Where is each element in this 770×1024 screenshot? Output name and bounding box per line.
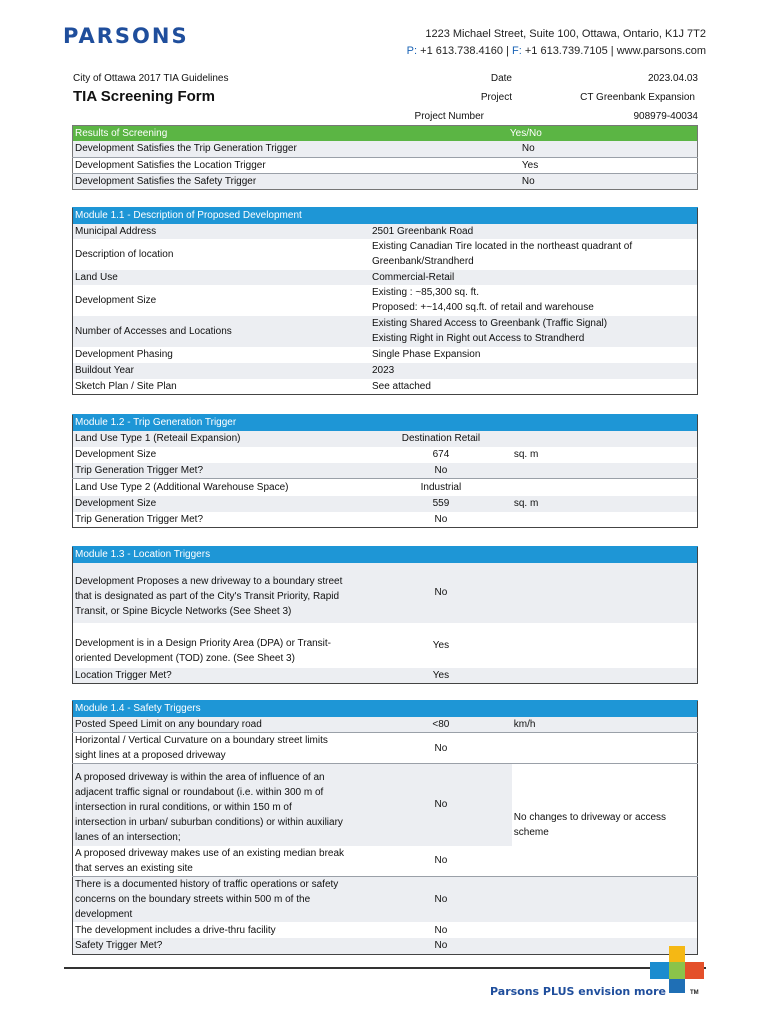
field-label: Number of Accesses and Locations (73, 316, 370, 347)
module-1-2-heading: Module 1.2 - Trip Generation Trigger (73, 415, 698, 431)
fax-number: +1 613.739.7105 (524, 45, 608, 57)
field-label-line: Horizontal / Vertical Curvature on a boundary street limits (75, 735, 328, 746)
results-row-label: Development Satisfies the Location Trigger (73, 157, 370, 173)
project-number-value: 908979-40034 (633, 111, 698, 122)
field-unit (512, 479, 698, 496)
results-row-label: Development Satisfies the Safety Trigger (73, 173, 370, 189)
field-value: No (370, 512, 512, 528)
field-label (73, 876, 371, 922)
results-row-label: Development Satisfies the Trip Generation Trigger (73, 141, 370, 157)
field-label-line: There is a documented history of traffic operations or safety (75, 878, 339, 890)
module-1-1-heading: Module 1.1 - Description of Proposed Development (73, 208, 698, 224)
field-label: Development Size (73, 285, 370, 316)
website-link[interactable]: www.parsons.com (616, 45, 706, 57)
field-label (73, 846, 371, 877)
field-value: Single Phase Expansion (370, 347, 698, 363)
parsons-logo: PARSONS (63, 24, 189, 48)
field-label: Development Size (73, 447, 371, 463)
field-value: No (370, 922, 512, 938)
field-note: km/h (512, 717, 698, 733)
field-label: Buildout Year (73, 363, 370, 379)
field-label (73, 764, 371, 846)
field-label: Trip Generation Trigger Met? (73, 463, 371, 479)
field-label (73, 733, 371, 764)
project-number-label: Project Number (414, 111, 484, 122)
footer-tagline: Parsons PLUS envision more (490, 985, 666, 998)
field-value: 559 (370, 496, 512, 512)
module-1-4-table (72, 700, 698, 955)
mark-square-red (685, 962, 704, 979)
fax-label: F: (512, 45, 522, 57)
field-value: No (370, 876, 512, 922)
field-label: The development includes a drive-thru facility (73, 922, 371, 938)
field-label: Trip Generation Trigger Met? (73, 512, 371, 528)
field-label-line: Development is in a Design Priority Area (DPA) or Transit- (75, 638, 332, 649)
field-label-line: A proposed driveway makes use of an existing median break (75, 847, 345, 859)
trademark-label: TM (690, 990, 699, 996)
field-value: No (370, 764, 512, 846)
field-value: No (370, 463, 512, 479)
date-value: 2023.04.03 (647, 73, 698, 84)
project-value: CT Greenbank Expansion (580, 92, 695, 103)
field-value (370, 239, 698, 270)
company-contact: P: +1 613.738.4160 | F: +1 613.739.7105 | www.parsons.com (406, 45, 706, 57)
field-value: See attached (370, 379, 698, 395)
field-label: Location Trigger Met? (73, 668, 371, 684)
module-1-4-heading: Module 1.4 - Safety Triggers (73, 701, 698, 717)
field-label: Description of location (73, 239, 370, 270)
phone-number: +1 613.738.4160 (420, 45, 504, 57)
field-value: Yes (370, 668, 512, 684)
field-value (370, 285, 698, 316)
footer-divider (64, 967, 706, 969)
field-value: No (370, 938, 512, 954)
field-label-line: intersection in urban/ suburban conditions) or within auxiliary (75, 817, 343, 829)
field-label-line: concerns on the boundary streets within 500 m of the (75, 893, 311, 905)
results-heading: Results of Screening (73, 126, 370, 142)
field-label: Development Size (73, 496, 371, 512)
field-value: 2501 Greenbank Road (370, 224, 698, 239)
field-value-line: Existing Shared Access to Greenbank (Traffic Signal) (371, 318, 608, 329)
field-value: Commercial-Retail (370, 270, 698, 285)
module-1-1-table (72, 207, 698, 395)
field-value-line: Greenbank/Strandherd (371, 256, 474, 267)
field-label-line: lanes of an intersection; (75, 832, 181, 844)
field-label-line: oriented Development (TOD) zone. (See Sheet 3) (75, 653, 295, 664)
module-1-3-table (72, 546, 698, 684)
results-table (72, 125, 698, 190)
field-note-line: No changes to driveway or access (513, 811, 667, 823)
phone-label: P: (406, 45, 418, 57)
field-label: Land Use Type 2 (Additional Warehouse Space) (73, 479, 371, 496)
mark-square-green (669, 962, 685, 979)
field-value: Destination Retail (370, 431, 512, 447)
field-label-line: that serves an existing site (75, 862, 193, 874)
field-value (370, 316, 698, 347)
field-value: <80 (370, 717, 512, 733)
results-row-value: No (370, 173, 698, 189)
field-label-line: sight lines at a proposed driveway (75, 750, 226, 761)
results-row-value: No (370, 141, 698, 157)
field-value: Industrial (370, 479, 512, 496)
field-label: Land Use (73, 270, 370, 285)
field-value-line: Existing Right in Right out Access to Strandherd (371, 333, 585, 344)
mark-square-blue (650, 962, 669, 979)
field-value-line: Existing Canadian Tire located in the northeast quadrant of (371, 241, 633, 252)
guideline-label: City of Ottawa 2017 TIA Guidelines (73, 73, 229, 84)
field-label-line: development (75, 908, 133, 920)
module-1-2-table (72, 414, 698, 528)
field-value: 674 (370, 447, 512, 463)
field-value-line: Proposed: +~14,400 sq.ft. of retail and warehouse (371, 302, 594, 313)
project-label: Project (480, 92, 512, 103)
field-value: 2023 (370, 363, 698, 379)
field-unit (512, 512, 698, 528)
mark-square-darkblue (669, 979, 685, 993)
field-value-line: Existing : ~85,300 sq. ft. (371, 287, 479, 298)
field-label: Municipal Address (73, 224, 370, 239)
field-unit: sq. m (512, 496, 698, 512)
field-label-line: that is designated as part of the City's Transit Priority, Rapid (75, 591, 340, 602)
results-row-value: Yes (370, 157, 698, 173)
results-col-header: Yes/No (370, 126, 698, 142)
field-note (512, 764, 698, 846)
field-label: Posted Speed Limit on any boundary road (73, 717, 371, 733)
field-note-line: scheme (513, 826, 549, 838)
field-label: Safety Trigger Met? (73, 938, 371, 954)
company-address: 1223 Michael Street, Suite 100, Ottawa, Ontario, K1J 7T2 (425, 28, 706, 40)
field-label: Development Phasing (73, 347, 370, 363)
field-label: Land Use Type 1 (Reteail Expansion) (73, 431, 371, 447)
date-label: Date (490, 73, 512, 84)
field-label (73, 563, 371, 623)
field-unit (512, 463, 698, 479)
field-label: Sketch Plan / Site Plan (73, 379, 370, 395)
field-label (73, 623, 371, 668)
field-label-line: intersection in rural conditions, or within 150 m of (75, 802, 292, 814)
field-value: Yes (370, 623, 512, 668)
field-label-line: Development Proposes a new driveway to a boundary street (75, 576, 343, 587)
field-value: No (370, 733, 512, 764)
field-value: No (370, 846, 512, 877)
page-title: TIA Screening Form (73, 88, 215, 105)
field-label-line: adjacent traffic signal or roundabout (i.e. within 300 m of (75, 787, 324, 799)
field-value: No (370, 563, 512, 623)
field-label-line: Transit, or Spine Bicycle Networks (See Sheet 3) (75, 606, 292, 617)
module-1-3-heading: Module 1.3 - Location Triggers (73, 547, 698, 563)
mark-square-yellow (669, 946, 685, 962)
field-label-line: A proposed driveway is within the area of influence of an (75, 772, 325, 784)
field-unit (512, 431, 698, 447)
field-unit: sq. m (512, 447, 698, 463)
